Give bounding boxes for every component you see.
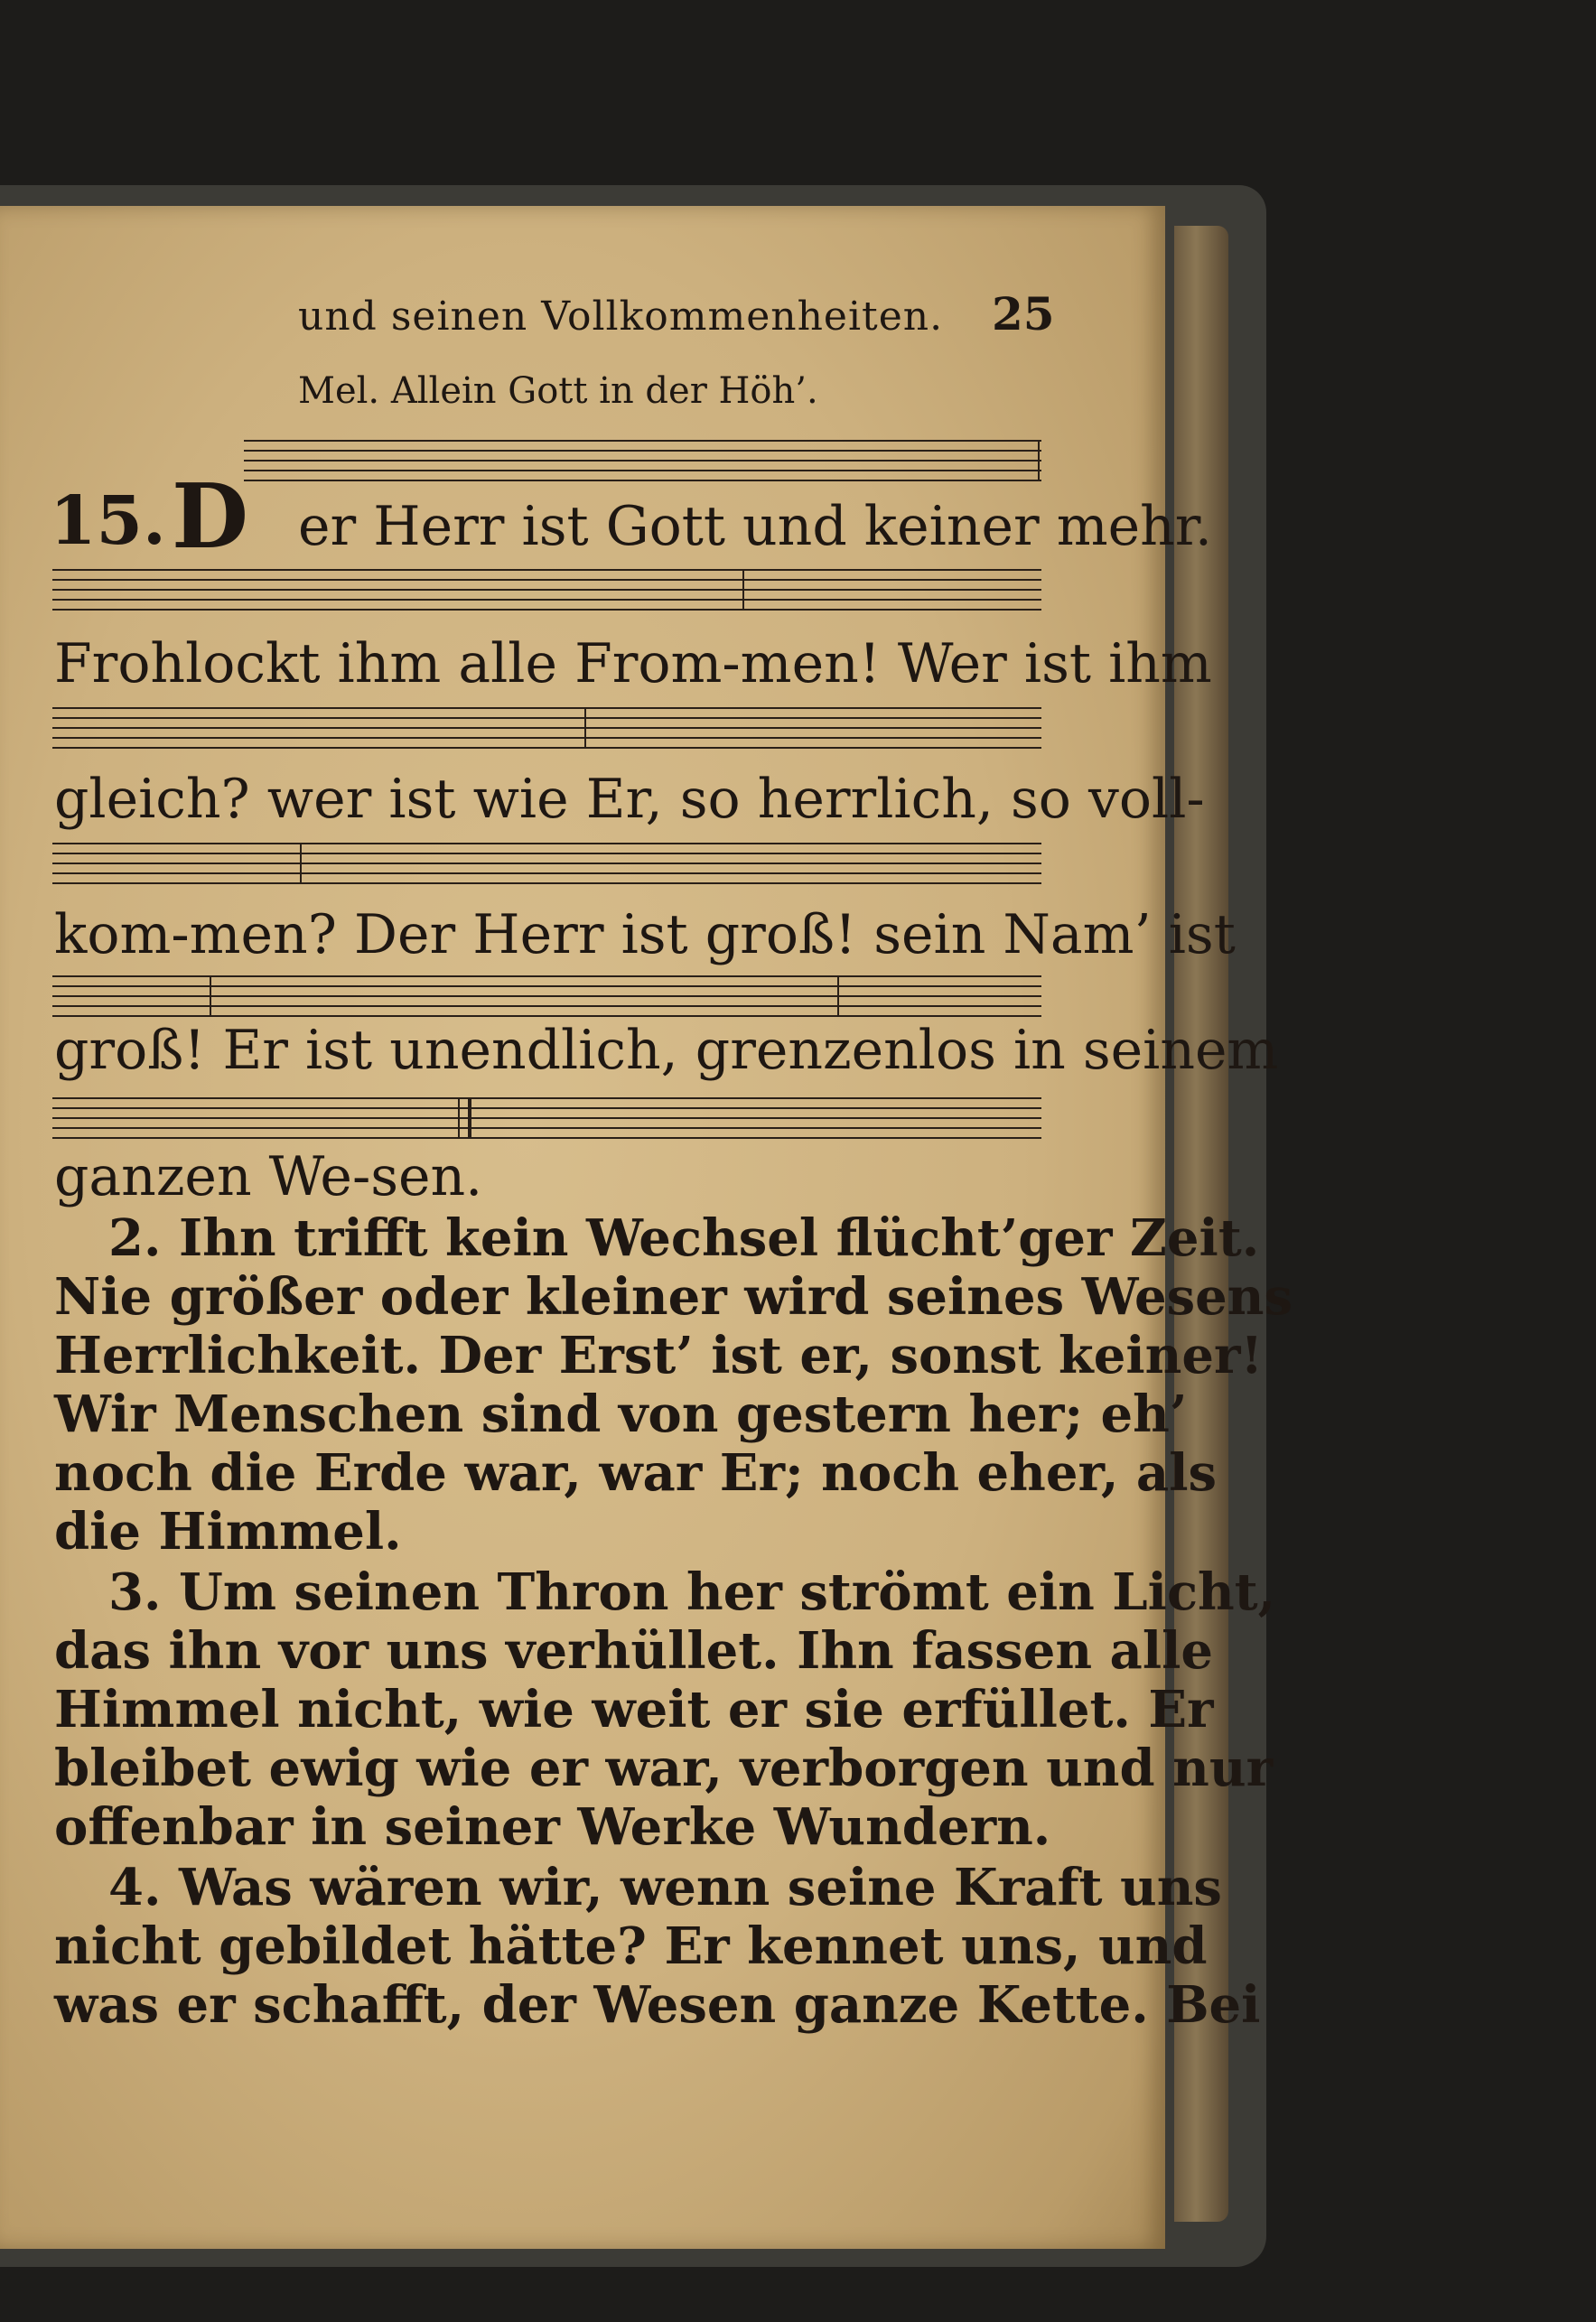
- verse-line: Herrlichkeit. Der Erst’ ist er, sonst keiner!: [54, 1326, 1264, 1385]
- verse-4-start: 4. Was wären wir, wenn seine Kraft uns: [108, 1858, 1222, 1917]
- running-head: und seinen Vollkommenheiten.: [298, 294, 944, 340]
- lyric-line-5: groß! Er ist unendlich, grenzenlos in seinem: [54, 1019, 1279, 1082]
- verse-2-start: 2. Ihn trifft kein Wechsel flücht’ger Zeit.: [108, 1208, 1260, 1268]
- lyric-line-4: kom-men? Der Herr ist groß! sein Nam’ ist: [54, 903, 1236, 966]
- drop-cap: D: [172, 465, 248, 569]
- verse-line: offenbar in seiner Werke Wundern.: [54, 1797, 1051, 1857]
- music-staff-3: [52, 703, 1041, 753]
- verse-line: noch die Erde war, war Er; noch eher, als: [54, 1443, 1218, 1503]
- verse-line: Wir Menschen sind von gestern her; eh’: [54, 1385, 1188, 1444]
- verse-line: Nie größer oder kleiner wird seines Wesens: [54, 1267, 1293, 1327]
- verse-line: bleibet ewig wie er war, verborgen und nur: [54, 1739, 1274, 1798]
- verse-line: das ihn vor uns verhüllet. Ihn fassen alle: [54, 1621, 1213, 1681]
- verse-3-start: 3. Um seinen Thron her strömt ein Licht,: [108, 1562, 1276, 1622]
- music-staff-6: [52, 1093, 1041, 1143]
- verse-line: nicht gebildet hätte? Er kennet uns, und: [54, 1916, 1208, 1976]
- verse-line: die Himmel.: [54, 1502, 402, 1562]
- verse-line: was er schafft, der Wesen ganze Kette. Bei: [54, 1975, 1261, 2035]
- lyric-line-3: gleich? wer ist wie Er, so herrlich, so voll-: [54, 768, 1205, 831]
- verse-line: Himmel nicht, wie weit er sie erfüllet. Er: [54, 1680, 1214, 1739]
- lyric-line-6: ganzen We-sen.: [54, 1145, 483, 1208]
- hymn-number: 15.: [50, 482, 166, 560]
- music-staff-2: [52, 564, 1041, 615]
- music-staff-1: [244, 435, 1041, 486]
- music-staff-4: [52, 838, 1041, 889]
- lyric-line-1: er Herr ist Gott und keiner mehr.: [298, 495, 1212, 558]
- page-number: 25: [992, 287, 1055, 340]
- music-staff-5: [52, 971, 1041, 1021]
- lyric-line-2: Frohlockt ihm alle From-men! Wer ist ihm: [54, 632, 1212, 695]
- melody-reference: Mel. Allein Gott in der Höh’.: [298, 370, 818, 412]
